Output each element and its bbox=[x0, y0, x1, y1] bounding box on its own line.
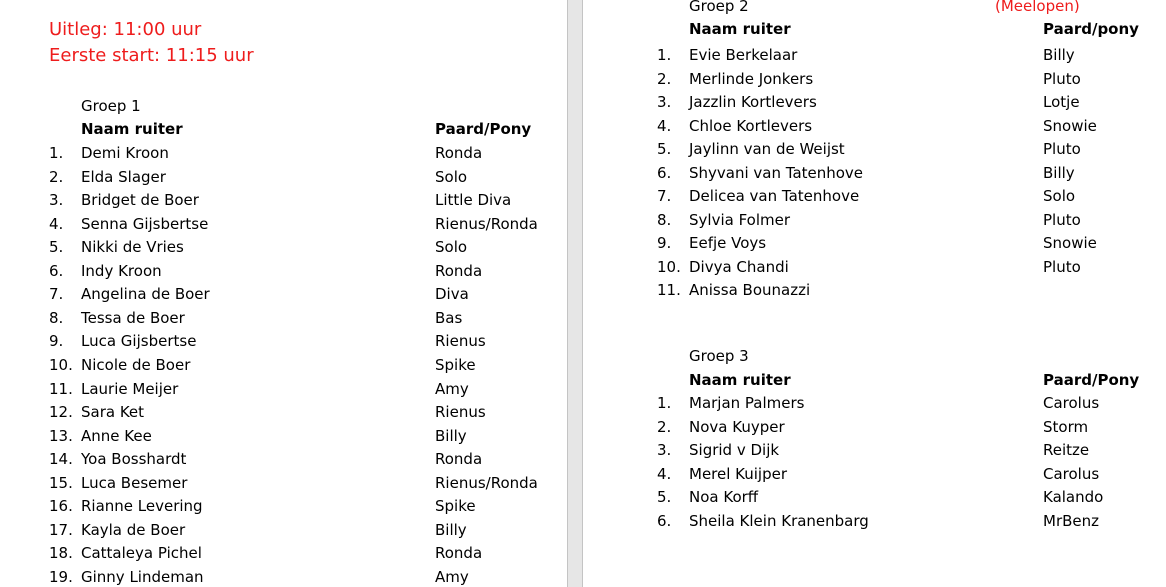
item-number: 12. bbox=[49, 403, 73, 421]
item-number: 15. bbox=[49, 474, 73, 492]
group-3-header-horse: Paard/Pony bbox=[1043, 371, 1140, 389]
document-page-left bbox=[0, 0, 567, 587]
list-item bbox=[0, 568, 567, 586]
list-item bbox=[0, 285, 567, 303]
rider-name: Angelina de Boer bbox=[81, 285, 210, 303]
list-item bbox=[0, 380, 567, 398]
horse-name: Pluto bbox=[1043, 258, 1081, 276]
item-number: 10. bbox=[657, 258, 681, 276]
item-number: 6. bbox=[657, 512, 672, 530]
rider-name: Yoa Bosshardt bbox=[81, 450, 187, 468]
rider-name: Shyvani van Tatenhove bbox=[689, 164, 864, 182]
item-number: 3. bbox=[657, 93, 672, 111]
horse-name: Ronda bbox=[435, 450, 483, 468]
list-item bbox=[0, 427, 567, 445]
item-number: 11. bbox=[49, 380, 73, 398]
list-item bbox=[0, 474, 567, 492]
rider-name: Anne Kee bbox=[81, 427, 152, 445]
horse-name: Kalando bbox=[1043, 488, 1104, 506]
horse-name: Ronda bbox=[435, 262, 483, 280]
horse-name: Rienus bbox=[435, 403, 486, 421]
rider-name: Laurie Meijer bbox=[81, 380, 179, 398]
list-item bbox=[0, 450, 567, 468]
rider-name: Luca Gijsbertse bbox=[81, 332, 197, 350]
document-page-right bbox=[583, 0, 1166, 587]
group-2-header-name: Naam ruiter bbox=[689, 20, 791, 38]
item-number: 4. bbox=[657, 465, 672, 483]
rider-name: Nikki de Vries bbox=[81, 238, 184, 256]
list-item bbox=[583, 46, 1166, 64]
list-item bbox=[583, 281, 1166, 299]
list-item bbox=[583, 418, 1166, 436]
list-item bbox=[0, 521, 567, 539]
rider-name: Merlinde Jonkers bbox=[689, 70, 814, 88]
horse-name: Billy bbox=[1043, 46, 1075, 64]
horse-name: Solo bbox=[1043, 187, 1076, 205]
item-number: 7. bbox=[49, 285, 64, 303]
list-item bbox=[583, 70, 1166, 88]
item-number: 2. bbox=[49, 168, 64, 186]
horse-name: Billy bbox=[1043, 164, 1075, 182]
rider-name: Nicole de Boer bbox=[81, 356, 191, 374]
horse-name: Pluto bbox=[1043, 211, 1081, 229]
rider-name: Luca Besemer bbox=[81, 474, 188, 492]
rider-name: Delicea van Tatenhove bbox=[689, 187, 860, 205]
horse-name: Bas bbox=[435, 309, 463, 327]
item-number: 5. bbox=[657, 140, 672, 158]
list-item bbox=[583, 117, 1166, 135]
list-item bbox=[0, 544, 567, 562]
rider-name: Chloe Kortlevers bbox=[689, 117, 813, 135]
rider-name: Noa Korff bbox=[689, 488, 759, 506]
list-item bbox=[0, 144, 567, 162]
item-number: 16. bbox=[49, 497, 73, 515]
horse-name: Ronda bbox=[435, 544, 483, 562]
item-number: 3. bbox=[49, 191, 64, 209]
horse-name: Ronda bbox=[435, 144, 483, 162]
rider-name: Bridget de Boer bbox=[81, 191, 199, 209]
uitleg-time: Uitleg: 11:00 uur bbox=[49, 19, 202, 40]
horse-name: Carolus bbox=[1043, 394, 1100, 412]
rider-name: Senna Gijsbertse bbox=[81, 215, 209, 233]
item-number: 5. bbox=[49, 238, 64, 256]
item-number: 13. bbox=[49, 427, 73, 445]
horse-name: Rienus bbox=[435, 332, 486, 350]
item-number: 9. bbox=[657, 234, 672, 252]
group-2-header-horse: Paard/pony bbox=[1043, 20, 1139, 38]
list-item bbox=[583, 234, 1166, 252]
horse-name: Rienus/Ronda bbox=[435, 474, 538, 492]
list-item bbox=[0, 309, 567, 327]
rider-name: Sara Ket bbox=[81, 403, 145, 421]
horse-name: Pluto bbox=[1043, 140, 1081, 158]
horse-name: Diva bbox=[435, 285, 469, 303]
rider-name: Anissa Bounazzi bbox=[689, 281, 811, 299]
rider-name: Jaylinn van de Weijst bbox=[689, 140, 845, 158]
item-number: 2. bbox=[657, 70, 672, 88]
list-item bbox=[0, 332, 567, 350]
horse-name: Reitze bbox=[1043, 441, 1090, 459]
list-item bbox=[0, 238, 567, 256]
item-number: 6. bbox=[657, 164, 672, 182]
rider-name: Tessa de Boer bbox=[81, 309, 185, 327]
rider-name: Evie Berkelaar bbox=[689, 46, 798, 64]
first-start-time: Eerste start: 11:15 uur bbox=[49, 45, 254, 66]
rider-name: Cattaleya Pichel bbox=[81, 544, 202, 562]
item-number: 8. bbox=[49, 309, 64, 327]
list-item bbox=[0, 191, 567, 209]
group-2-note: (Meelopen) bbox=[995, 0, 1080, 15]
group-3-title: Groep 3 bbox=[689, 347, 749, 365]
item-number: 14. bbox=[49, 450, 73, 468]
item-number: 4. bbox=[657, 117, 672, 135]
item-number: 1. bbox=[49, 144, 64, 162]
group-1-header-horse: Paard/Pony bbox=[435, 120, 532, 138]
item-number: 7. bbox=[657, 187, 672, 205]
group-2-title: Groep 2 bbox=[689, 0, 749, 15]
list-item bbox=[583, 465, 1166, 483]
group-1-title: Groep 1 bbox=[81, 97, 141, 115]
rider-name: Sheila Klein Kranenbarg bbox=[689, 512, 869, 530]
horse-name: Rienus/Ronda bbox=[435, 215, 538, 233]
rider-name: Merel Kuijper bbox=[689, 465, 788, 483]
rider-name: Kayla de Boer bbox=[81, 521, 186, 539]
list-item bbox=[0, 262, 567, 280]
list-item bbox=[0, 356, 567, 374]
rider-name: Divya Chandi bbox=[689, 258, 789, 276]
list-item bbox=[583, 93, 1166, 111]
rider-name: Sylvia Folmer bbox=[689, 211, 791, 229]
horse-name: Little Diva bbox=[435, 191, 512, 209]
rider-name: Rianne Levering bbox=[81, 497, 203, 515]
rider-name: Sigrid v Dijk bbox=[689, 441, 780, 459]
group-1-header-name: Naam ruiter bbox=[81, 120, 183, 138]
rider-name: Marjan Palmers bbox=[689, 394, 805, 412]
item-number: 1. bbox=[657, 46, 672, 64]
item-number: 1. bbox=[657, 394, 672, 412]
horse-name: Solo bbox=[435, 238, 468, 256]
page-gutter bbox=[567, 0, 583, 587]
horse-name: Billy bbox=[435, 521, 467, 539]
list-item bbox=[583, 140, 1166, 158]
list-item bbox=[0, 497, 567, 515]
item-number: 19. bbox=[49, 568, 73, 586]
item-number: 8. bbox=[657, 211, 672, 229]
rider-name: Ginny Lindeman bbox=[81, 568, 204, 586]
list-item bbox=[583, 512, 1166, 530]
list-item bbox=[583, 187, 1166, 205]
list-item bbox=[583, 394, 1166, 412]
list-item bbox=[583, 211, 1166, 229]
rider-name: Demi Kroon bbox=[81, 144, 169, 162]
item-number: 5. bbox=[657, 488, 672, 506]
list-item bbox=[583, 441, 1166, 459]
horse-name: Spike bbox=[435, 497, 476, 515]
horse-name: Storm bbox=[1043, 418, 1089, 436]
item-number: 3. bbox=[657, 441, 672, 459]
horse-name: Snowie bbox=[1043, 117, 1097, 135]
horse-name: Solo bbox=[435, 168, 468, 186]
group-3-header-name: Naam ruiter bbox=[689, 371, 791, 389]
rider-name: Nova Kuyper bbox=[689, 418, 785, 436]
rider-name: Indy Kroon bbox=[81, 262, 162, 280]
item-number: 10. bbox=[49, 356, 73, 374]
item-number: 17. bbox=[49, 521, 73, 539]
list-item bbox=[0, 215, 567, 233]
list-item bbox=[0, 168, 567, 186]
horse-name: Spike bbox=[435, 356, 476, 374]
item-number: 4. bbox=[49, 215, 64, 233]
list-item bbox=[0, 403, 567, 421]
list-item bbox=[583, 164, 1166, 182]
rider-name: Eefje Voys bbox=[689, 234, 767, 252]
list-item bbox=[583, 488, 1166, 506]
rider-name: Jazzlin Kortlevers bbox=[689, 93, 817, 111]
item-number: 6. bbox=[49, 262, 64, 280]
horse-name: Pluto bbox=[1043, 70, 1081, 88]
item-number: 2. bbox=[657, 418, 672, 436]
horse-name: Carolus bbox=[1043, 465, 1100, 483]
item-number: 9. bbox=[49, 332, 64, 350]
horse-name: Amy bbox=[435, 568, 469, 586]
rider-name: Elda Slager bbox=[81, 168, 166, 186]
item-number: 11. bbox=[657, 281, 681, 299]
list-item bbox=[583, 258, 1166, 276]
horse-name: Snowie bbox=[1043, 234, 1097, 252]
item-number: 18. bbox=[49, 544, 73, 562]
horse-name: MrBenz bbox=[1043, 512, 1100, 530]
horse-name: Amy bbox=[435, 380, 469, 398]
horse-name: Lotje bbox=[1043, 93, 1080, 111]
horse-name: Billy bbox=[435, 427, 467, 445]
